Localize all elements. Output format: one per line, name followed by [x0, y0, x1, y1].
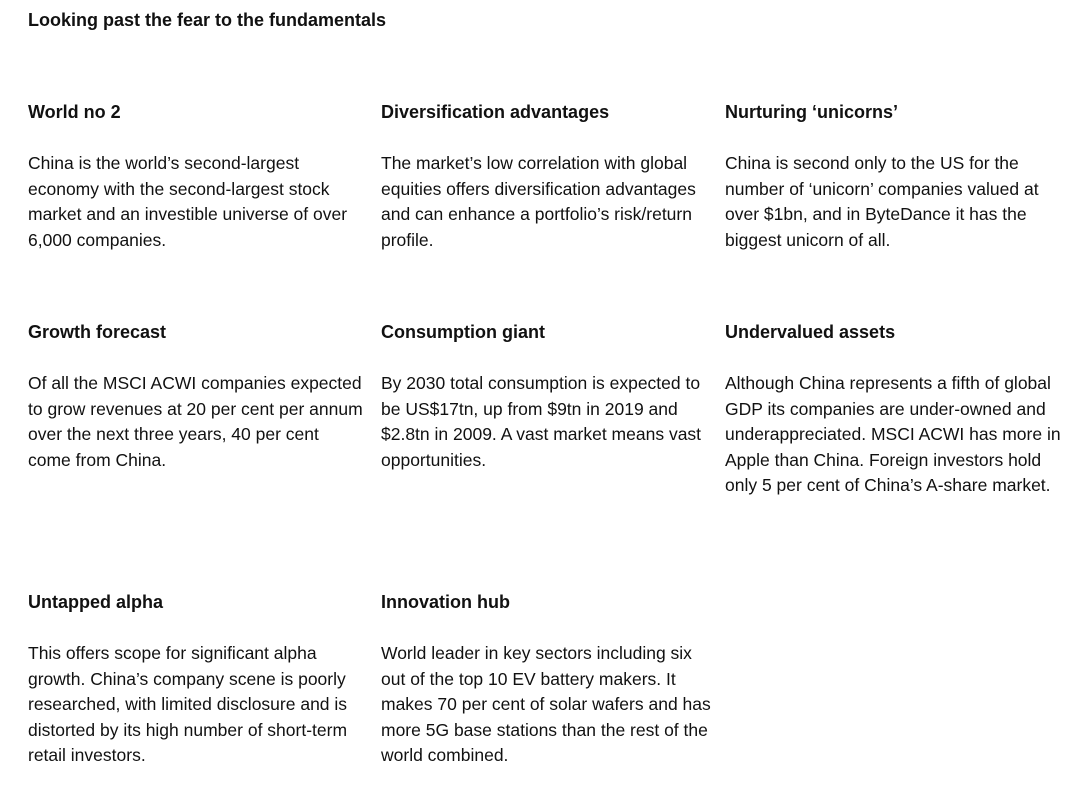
card-innovation-hub	[381, 591, 716, 769]
card-heading: Growth forecast	[28, 322, 167, 342]
card-heading: Undervalued assets	[725, 322, 896, 342]
card-heading: Nurturing ‘unicorns’	[725, 102, 898, 122]
card-body: Of all the MSCI ACWI companies expected to grow revenues at 20 per cent per annum over the next three years, 40 per cent come from China.	[28, 373, 363, 470]
card-body: World leader in key sectors including six out of the top 10 EV battery makers. It makes 70 per cent of solar wafers and has more 5G base stations than the rest of the world combined.	[381, 643, 711, 766]
card-diversification-advantages	[381, 101, 716, 253]
card-heading: Untapped alpha	[28, 592, 164, 612]
card-body: China is the world’s second-largest economy with the second-largest stock market and an investible universe of over 6,000 companies.	[28, 153, 348, 250]
card-heading: Diversification advantages	[381, 102, 610, 122]
card-heading: World no 2	[28, 102, 121, 122]
card-body: China is second only to the US for the number of ‘unicorn’ companies valued at over $1bn, and in ByteDance it has the biggest unicorn of all.	[725, 153, 1039, 250]
card-untapped-alpha	[28, 591, 363, 769]
card-body: Although China represents a fifth of global GDP its companies are under-owned and underappreciated. MSCI ACWI has more in Apple than China. Foreign investors hold only 5 per cent of China’s A-share market.	[725, 373, 1061, 496]
card-body: This offers scope for significant alpha growth. China’s company scene is poorly researched, with limited disclosure and is distorted by its high number of short-term retail investors.	[28, 643, 348, 766]
card-world-no-2	[28, 101, 363, 253]
card-body: The market’s low correlation with global equities offers diversification advantages and can enhance a portfolio’s risk/return profile.	[381, 153, 696, 250]
card-body: By 2030 total consumption is expected to be US$17tn, up from $9tn in 2019 and $2.8tn in 2009. A vast market means vast opportunities.	[381, 373, 702, 470]
card-heading: Consumption giant	[381, 322, 545, 342]
card-undervalued-assets	[725, 321, 1065, 499]
page-title: Looking past the fear to the fundamentals	[28, 10, 387, 30]
card-growth-forecast	[28, 321, 363, 473]
card-nurturing-unicorns	[725, 101, 1065, 253]
card-heading: Innovation hub	[381, 592, 510, 612]
card-consumption-giant	[381, 321, 716, 473]
